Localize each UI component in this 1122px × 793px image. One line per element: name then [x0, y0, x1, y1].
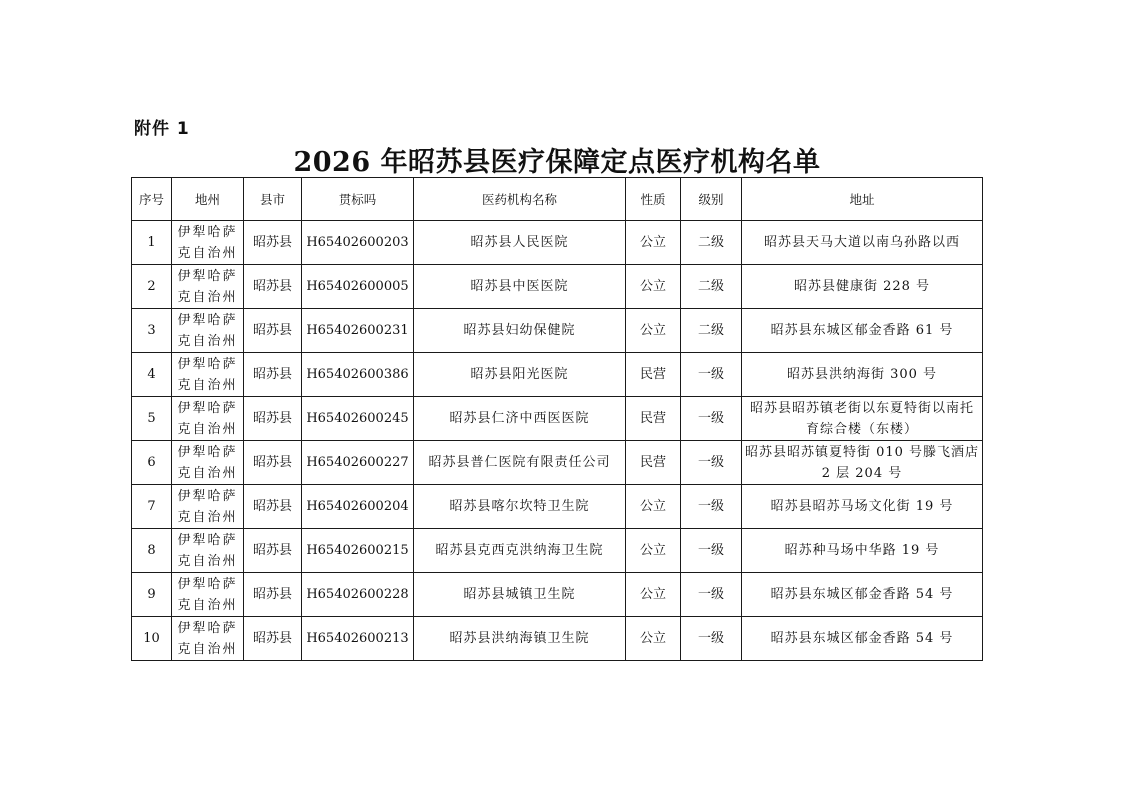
cell-institution-name: 昭苏县中医医院 [414, 265, 626, 309]
cell-address: 昭苏县健康街 228 号 [742, 265, 983, 309]
header-nature: 性质 [626, 178, 681, 221]
cell-county: 昭苏县 [244, 309, 302, 353]
cell-address: 昭苏县昭苏镇老街以东夏特街以南托育综合楼（东楼） [742, 397, 983, 441]
cell-nature: 公立 [626, 265, 681, 309]
cell-nature: 公立 [626, 529, 681, 573]
cell-nature: 民营 [626, 441, 681, 485]
table-row [132, 397, 983, 441]
table-row [132, 353, 983, 397]
cell-index: 9 [132, 573, 172, 617]
cell-level: 一级 [681, 485, 742, 529]
cell-code: H65402600245 [302, 397, 414, 441]
cell-index: 8 [132, 529, 172, 573]
cell-code: H65402600005 [302, 265, 414, 309]
table-row [132, 265, 983, 309]
cell-level: 一级 [681, 617, 742, 661]
cell-institution-name: 昭苏县人民医院 [414, 221, 626, 265]
cell-level: 一级 [681, 441, 742, 485]
cell-nature: 民营 [626, 397, 681, 441]
table-row [132, 617, 983, 661]
cell-county: 昭苏县 [244, 485, 302, 529]
cell-index: 1 [132, 221, 172, 265]
cell-level: 二级 [681, 309, 742, 353]
cell-index: 3 [132, 309, 172, 353]
cell-prefecture: 伊犁哈萨克自治州 [172, 617, 244, 661]
cell-county: 昭苏县 [244, 529, 302, 573]
table-row [132, 529, 983, 573]
cell-code: H65402600215 [302, 529, 414, 573]
header-index: 序号 [132, 178, 172, 221]
cell-code: H65402600204 [302, 485, 414, 529]
cell-institution-name: 昭苏县阳光医院 [414, 353, 626, 397]
header-code: 贯标吗 [302, 178, 414, 221]
cell-address: 昭苏种马场中华路 19 号 [742, 529, 983, 573]
cell-institution-name: 昭苏县克西克洪纳海卫生院 [414, 529, 626, 573]
cell-address: 昭苏县昭苏马场文化街 19 号 [742, 485, 983, 529]
cell-level: 一级 [681, 573, 742, 617]
header-prefecture: 地州 [172, 178, 244, 221]
cell-prefecture: 伊犁哈萨克自治州 [172, 353, 244, 397]
cell-county: 昭苏县 [244, 617, 302, 661]
table-row [132, 309, 983, 353]
header-county: 县市 [244, 178, 302, 221]
table-row [132, 573, 983, 617]
cell-level: 一级 [681, 529, 742, 573]
document-title: 2026 年昭苏县医疗保障定点医疗机构名单 [293, 147, 821, 178]
cell-address: 昭苏县东城区郁金香路 54 号 [742, 617, 983, 661]
cell-address: 昭苏县东城区郁金香路 54 号 [742, 573, 983, 617]
cell-prefecture: 伊犁哈萨克自治州 [172, 309, 244, 353]
cell-institution-name: 昭苏县洪纳海镇卫生院 [414, 617, 626, 661]
cell-address: 昭苏县洪纳海街 300 号 [742, 353, 983, 397]
table-row [132, 485, 983, 529]
cell-institution-name: 昭苏县喀尔坎特卫生院 [414, 485, 626, 529]
cell-prefecture: 伊犁哈萨克自治州 [172, 573, 244, 617]
cell-nature: 民营 [626, 353, 681, 397]
cell-code: H65402600386 [302, 353, 414, 397]
cell-county: 昭苏县 [244, 265, 302, 309]
cell-level: 一级 [681, 353, 742, 397]
cell-nature: 公立 [626, 221, 681, 265]
cell-index: 4 [132, 353, 172, 397]
cell-code: H65402600231 [302, 309, 414, 353]
cell-nature: 公立 [626, 309, 681, 353]
cell-index: 6 [132, 441, 172, 485]
cell-county: 昭苏县 [244, 353, 302, 397]
cell-level: 二级 [681, 265, 742, 309]
cell-code: H65402600228 [302, 573, 414, 617]
cell-institution-name: 昭苏县妇幼保健院 [414, 309, 626, 353]
cell-prefecture: 伊犁哈萨克自治州 [172, 221, 244, 265]
cell-county: 昭苏县 [244, 221, 302, 265]
cell-address: 昭苏县昭苏镇夏特街 010 号滕飞酒店 2 层 204 号 [742, 441, 983, 485]
cell-county: 昭苏县 [244, 397, 302, 441]
cell-level: 二级 [681, 221, 742, 265]
cell-prefecture: 伊犁哈萨克自治州 [172, 441, 244, 485]
table-row [132, 441, 983, 485]
cell-level: 一级 [681, 397, 742, 441]
header-address: 地址 [742, 178, 983, 221]
institution-table [131, 177, 983, 661]
cell-prefecture: 伊犁哈萨克自治州 [172, 265, 244, 309]
cell-index: 5 [132, 397, 172, 441]
cell-institution-name: 昭苏县仁济中西医医院 [414, 397, 626, 441]
header-level: 级别 [681, 178, 742, 221]
cell-code: H65402600203 [302, 221, 414, 265]
cell-nature: 公立 [626, 617, 681, 661]
cell-nature: 公立 [626, 573, 681, 617]
cell-prefecture: 伊犁哈萨克自治州 [172, 529, 244, 573]
table-body [132, 221, 983, 661]
cell-institution-name: 昭苏县普仁医院有限责任公司 [414, 441, 626, 485]
cell-prefecture: 伊犁哈萨克自治州 [172, 397, 244, 441]
cell-code: H65402600213 [302, 617, 414, 661]
table-row [132, 221, 983, 265]
cell-address: 昭苏县天马大道以南乌孙路以西 [742, 221, 983, 265]
cell-address: 昭苏县东城区郁金香路 61 号 [742, 309, 983, 353]
table-header-row [132, 178, 983, 221]
cell-nature: 公立 [626, 485, 681, 529]
header-institution-name: 医药机构名称 [414, 178, 626, 221]
cell-prefecture: 伊犁哈萨克自治州 [172, 485, 244, 529]
cell-institution-name: 昭苏县城镇卫生院 [414, 573, 626, 617]
cell-index: 7 [132, 485, 172, 529]
cell-index: 2 [132, 265, 172, 309]
cell-code: H65402600227 [302, 441, 414, 485]
attachment-label: 附件 1 [134, 119, 190, 139]
cell-county: 昭苏县 [244, 573, 302, 617]
cell-county: 昭苏县 [244, 441, 302, 485]
cell-index: 10 [132, 617, 172, 661]
